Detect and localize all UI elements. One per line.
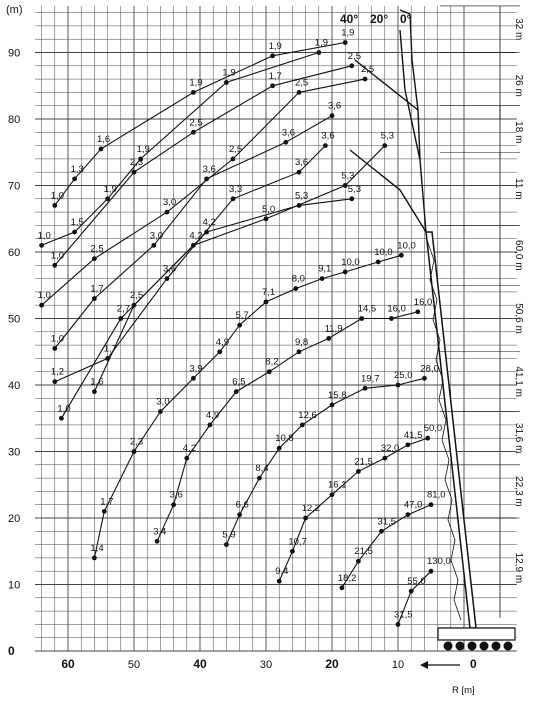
data-label: 4,2 [202,217,216,229]
data-label: 15,8 [328,389,347,401]
data-label: 2,5 [295,77,309,89]
data-point [52,203,57,208]
data-label: 16,1 [328,479,347,491]
x-tick-label: 20 [325,657,339,671]
data-label: 25,0 [394,370,413,381]
data-point [224,542,229,547]
data-label: 3,6 [202,163,216,175]
data-label: 3,3 [229,183,243,195]
data-label: 32,0 [380,443,400,455]
data-label: 2,5 [361,64,375,76]
section-length-label: 32 m [513,18,524,41]
data-label: 7,1 [262,286,276,298]
x-tick-label: 60 [61,657,75,671]
data-point [277,446,282,451]
angle-label: 0° [400,12,412,26]
data-point [102,509,107,514]
data-point [422,376,427,381]
data-point [231,196,236,201]
x-direction-arrow [420,661,460,669]
data-label: 28,0 [420,363,439,375]
data-point [237,512,242,517]
x-origin-label: 0 [470,657,477,671]
data-point [300,423,305,428]
section-length-label: 26 m [513,74,524,97]
data-label: 12,6 [298,409,317,421]
data-point [72,230,77,235]
data-label: 1,9 [341,27,355,39]
section-length-label: 60,0 m [513,240,524,271]
data-point [320,276,325,281]
data-point [224,80,229,85]
data-label: 1,9 [136,143,150,155]
data-label: 1,7 [100,496,114,508]
y-tick-label: 0 [8,644,15,658]
data-point [72,176,77,181]
data-label: 1,9 [268,40,282,52]
x-tick-labels [61,657,404,671]
data-label: 10,0 [341,256,360,268]
crane-wheels [444,642,512,650]
data-point [151,243,156,248]
data-point [171,502,176,507]
y-tick-label: 90 [8,47,21,60]
data-label: 9,4 [275,566,289,578]
crane-outriggers [438,628,515,640]
y-unit-label: (m) [6,4,23,16]
section-length-label: 12,9 m [513,552,524,584]
data-label: 55,0 [407,576,426,588]
data-point [234,389,239,394]
data-point [376,260,381,265]
data-label: 2,5 [229,143,243,155]
data-point [132,170,137,175]
data-point [217,349,222,354]
y-tick-label: 30 [8,446,21,459]
data-point [396,383,401,388]
data-label: 3,0 [156,396,170,408]
data-point [343,40,348,45]
data-label: 21,5 [354,546,373,558]
data-label: 1,0 [57,403,71,415]
y-tick-label: 40 [8,380,21,392]
series-line [42,79,365,305]
data-point [326,336,331,341]
data-label: 14,5 [357,303,377,315]
data-label: 9,8 [295,336,309,348]
data-point [39,243,44,248]
data-label: 10,0 [374,246,393,258]
data-point [283,140,288,145]
data-label: 1,9 [314,37,329,49]
section-length-labels [440,6,524,618]
data-point [349,63,354,68]
data-label: 3,9 [189,363,203,375]
grid [35,6,517,651]
data-point [406,512,411,517]
data-point [39,303,44,308]
data-point [92,389,97,394]
data-label: 81,0 [427,489,446,501]
y-tick-labels [8,48,20,659]
data-label: 3,6 [169,489,183,501]
data-label: 1,9 [189,77,203,89]
data-point [323,143,328,148]
data-point [264,299,269,304]
data-point [382,456,387,461]
data-point [92,556,97,561]
data-label: 8,4 [255,463,269,475]
data-point [132,303,137,308]
data-label: 3,0 [149,230,164,242]
data-label: 2,7 [116,303,131,315]
data-label: 1,0 [37,290,51,302]
angle-label: 40° [340,12,359,26]
data-point [231,157,236,162]
data-point [316,50,321,55]
data-label: 4,9 [215,336,230,348]
data-label: 1,7 [90,283,104,295]
data-label: 3,0 [163,197,177,209]
data-point [59,416,64,421]
section-length-label: 50,6 m [513,303,524,334]
data-label: 4,9 [205,409,220,421]
data-point [264,216,269,221]
section-length-label: 22,3 m [513,476,524,507]
data-label: 8,2 [265,356,279,368]
x-tick-label: 40 [193,657,207,671]
data-point [330,403,335,408]
data-point [356,559,361,564]
data-label: 3,6 [321,130,335,142]
data-point [429,569,434,574]
y-tick-label: 10 [8,579,21,592]
data-label: 2,5 [347,50,362,62]
data-point [363,386,368,391]
data-point [191,90,196,95]
y-tick-label: 50 [8,313,21,326]
data-point [52,263,57,268]
data-point [208,423,213,428]
data-label: 5,3 [341,170,355,182]
data-label: 10,8 [275,433,294,445]
data-point [429,502,434,507]
data-point [290,549,295,554]
section-length-label: 41,1 m [513,366,524,397]
data-point [270,53,275,58]
data-point [389,316,394,321]
data-label: 1,0 [50,250,65,262]
series-layer [38,28,451,627]
data-label: 1,7 [268,70,282,82]
data-label: 130,0 [427,556,451,568]
section-length-label: 31,6 m [513,422,524,454]
data-label: 18,2 [337,572,357,584]
data-point [425,436,430,441]
x-axis-label: R [m] [452,685,475,696]
data-point [257,476,262,481]
x-tick-label: 30 [259,659,273,671]
data-label: 2,3 [130,157,144,169]
angle-labels [340,12,412,26]
data-label: 1,9 [222,67,236,79]
data-label: 3,6 [328,100,342,112]
data-label: 1,7 [103,343,117,355]
data-point [184,456,189,461]
data-label: 5,3 [380,130,395,142]
data-label: 1,4 [90,542,104,554]
data-point [356,469,361,474]
data-point [158,409,163,414]
data-point [297,203,302,208]
series-line [55,143,326,382]
data-label: 1,5 [70,217,84,229]
data-point [303,516,308,521]
data-point [267,369,272,374]
data-point [343,270,348,275]
data-point [297,90,302,95]
data-point [293,286,298,291]
data-label: 3,4 [153,526,167,538]
data-label: 41,5 [403,429,423,441]
data-label: 1,0 [37,230,51,242]
data-label: 1,9 [103,183,117,195]
angle-label: 20° [370,12,389,26]
data-point [382,143,387,148]
x-tick-label: 50 [127,659,141,671]
data-point [165,210,170,215]
data-label: 1,6 [97,133,111,145]
y-tick-label: 80 [8,114,21,126]
data-label: 47,0 [403,499,423,511]
data-point [237,323,242,328]
data-point [415,309,420,314]
data-point [99,147,104,152]
data-point [92,256,97,261]
y-tick-label: 60 [8,247,21,259]
data-label: 1,6 [90,376,104,388]
data-point [92,296,97,301]
data-label: 10,7 [288,536,307,548]
data-label: 1,0 [50,190,65,202]
data-label: 3,6 [295,157,309,169]
data-point [52,379,57,384]
data-label: 10,0 [397,240,416,252]
data-label: 8,0 [291,273,305,285]
data-point [406,442,411,447]
data-label: 2,5 [90,243,104,255]
data-point [204,176,209,181]
data-label: 21,5 [354,456,373,468]
data-point [191,130,196,135]
data-point [204,230,209,235]
data-point [330,113,335,118]
data-label: 5,0 [262,203,276,215]
y-tick-label: 20 [8,513,21,525]
data-label: 1,3 [70,163,84,175]
data-label: 5,7 [235,310,249,322]
section-length-label: 18 m [513,121,524,144]
data-label: 5,9 [222,529,236,541]
data-label: 3,6 [163,263,177,275]
data-point [396,622,401,627]
data-label: 5,3 [295,190,309,202]
data-label: 31,5 [377,516,396,528]
data-point [330,492,335,497]
data-point [132,449,137,454]
data-point [155,539,160,544]
data-label: 2,3 [130,436,144,448]
data-label: 9,1 [318,263,332,275]
data-point [349,196,354,201]
data-point [379,529,384,534]
data-point [409,589,414,594]
data-label: 19,7 [361,373,380,385]
data-point [52,346,57,351]
data-label: 5,3 [347,183,362,195]
data-point [340,585,345,590]
data-label: 31,5 [394,609,413,621]
y-tick-label: 70 [8,180,21,193]
data-label: 11,9 [324,323,343,335]
data-label: 4,2 [182,443,197,455]
data-label: 2,5 [130,290,144,302]
data-label: 6,5 [232,376,246,388]
x-tick-label: 10 [391,659,405,671]
data-label: 16,0 [413,296,433,308]
data-label: 12,2 [301,503,321,514]
data-point [297,170,302,175]
data-label: 50,0 [423,423,443,435]
data-point [165,276,170,281]
data-point [363,77,368,82]
data-point [270,83,275,88]
data-point [191,376,196,381]
data-label: 16,0 [387,303,406,315]
data-point [359,316,364,321]
data-point [399,253,404,258]
data-label: 3,6 [281,127,296,139]
data-label: 2,5 [189,117,203,129]
data-label: 1,2 [50,366,65,378]
series-line [157,312,418,542]
data-label: 4,2 [189,230,203,242]
data-label: 6,6 [235,499,249,511]
data-point [118,316,123,321]
section-length-label: 11 m [513,178,524,200]
data-point [277,579,282,584]
data-label: 1,0 [50,333,65,345]
data-point [297,349,302,354]
